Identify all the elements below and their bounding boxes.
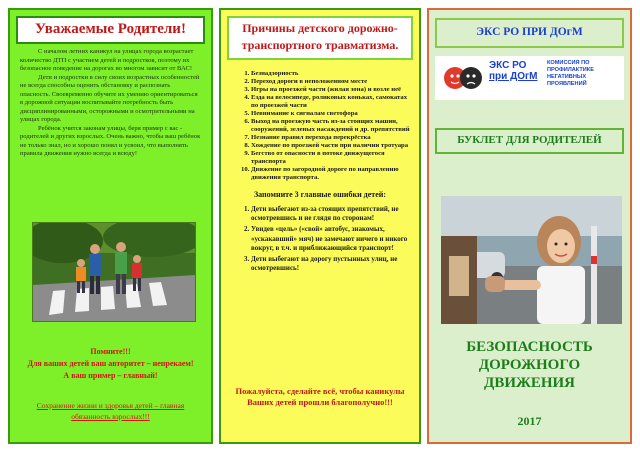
logo-faces-icon	[441, 56, 485, 100]
list-item: 3. Дети выбегают на дорогу пустынных улиц, не осмотревшись!	[251, 255, 413, 273]
remember-block	[16, 346, 205, 382]
child-street-photo	[441, 196, 622, 324]
left-paragraph: Ребёнок учится законам улицы, беря пример с вас - родителей и других взрослых. Очень важно, чтобы ваш ребёнок не только знал, но и хорошо понял и усвоил, что выполнять правила движения нужно всегда и всюду!	[20, 124, 201, 157]
list-item: 7. Незнание правил перехода перекрёстка	[251, 134, 413, 142]
middle-footer: Пожалуйста, сделайте всё, чтобы каникулы Ваших детей прошли благополучно!!!	[235, 386, 405, 407]
left-paragraph: С началом летних каникул на улицах города возрастает количество ДТП с участием детей и подростков, поэтому их безопасное поведение на дорогах во многом зависит от ВАС!	[20, 48, 194, 72]
left-text	[20, 48, 201, 159]
middle-title: Причины детского дорожно-транспортного травматизма.	[227, 16, 413, 60]
errors-title: Запомните 3 главные ошибки детей:	[253, 190, 387, 199]
logo-caption: КОМИССИЯ ПО ПРОФИЛАКТИКЕ НЕГАТИВНЫХ ПРОЯВЛЕНИЙ	[547, 60, 594, 87]
list-item: 5. Невнимание к сигналам светофора	[251, 110, 413, 118]
middle-panel	[219, 8, 421, 444]
main-title: БЕЗОПАСНОСТЬ ДОРОЖНОГО ДВИЖЕНИЯ	[466, 339, 593, 391]
remember-line: А ваш пример – главный!	[63, 371, 158, 380]
left-paragraph: Дети и подростки в силу своих возрастных особенностей не всегда способны оценить обстановку и распознать опасность. Своевременно обучите их умению ориентироваться в дорожной ситуации воспитывайте потребность быть дисциплинированными, осторожными и осмотрительными на улицах города.	[20, 73, 200, 123]
list-item: 1. Дети выбегают из-за стоящих препятствий, не осмотревшись и не глядя по сторонам!	[251, 205, 413, 223]
causes-list	[221, 70, 413, 182]
family-crossing-photo	[32, 222, 196, 322]
left-title: Уважаемые Родители!	[16, 16, 205, 44]
list-item: 10. Движение по загородной дороге по направлению движения транспорта.	[251, 166, 413, 182]
logo-line: при ДОгМ	[489, 71, 538, 82]
list-item: 8. Хождение по проезжей части при наличии тротуара	[251, 142, 413, 150]
booklet-label: БУКЛЕТ ДЛЯ РОДИТЕЛЕЙ	[435, 128, 624, 154]
list-item: 6. Выход на проезжую часть из-за стоящих машин, сооружений, зеленых насаждений и др. препятствий	[251, 118, 413, 134]
errors-list	[221, 205, 413, 273]
logo-line: ЭКС РО	[489, 60, 527, 71]
org-title: ЭКС РО ПРИ ДОгМ	[435, 18, 624, 48]
remember-line: Для ваших детей ваш авторитет – непрекаем!	[27, 359, 194, 368]
left-footer: Сохранение жизни и здоровья детей – главная обязанность взрослых!!!	[36, 401, 185, 421]
list-item: 2. Переход дороги в неположенном месте	[251, 78, 413, 86]
list-item: 3. Игры на проезжей части (жилая зона) и возле неё	[251, 86, 413, 94]
remember-line: Помните!!!	[90, 347, 131, 356]
right-panel	[427, 8, 632, 444]
org-logo	[435, 56, 624, 100]
list-item: 9. Бегство от опасности в потоке движущегося транспорта	[251, 150, 413, 166]
list-item: 1. Безнадзорность	[251, 70, 413, 78]
list-item: 2. Увидев «цель» («свой» автобус, знакомых, «ускакавший» мяч) не замечают ничего и никого вокруг, в т.ч. и приближающийся транспорт!	[251, 225, 413, 253]
year-label: 2017	[517, 414, 542, 428]
list-item: 4. Езда на велосипеде, роликовых коньках, самокатах по проезжей части	[251, 94, 413, 110]
left-panel	[8, 8, 213, 444]
